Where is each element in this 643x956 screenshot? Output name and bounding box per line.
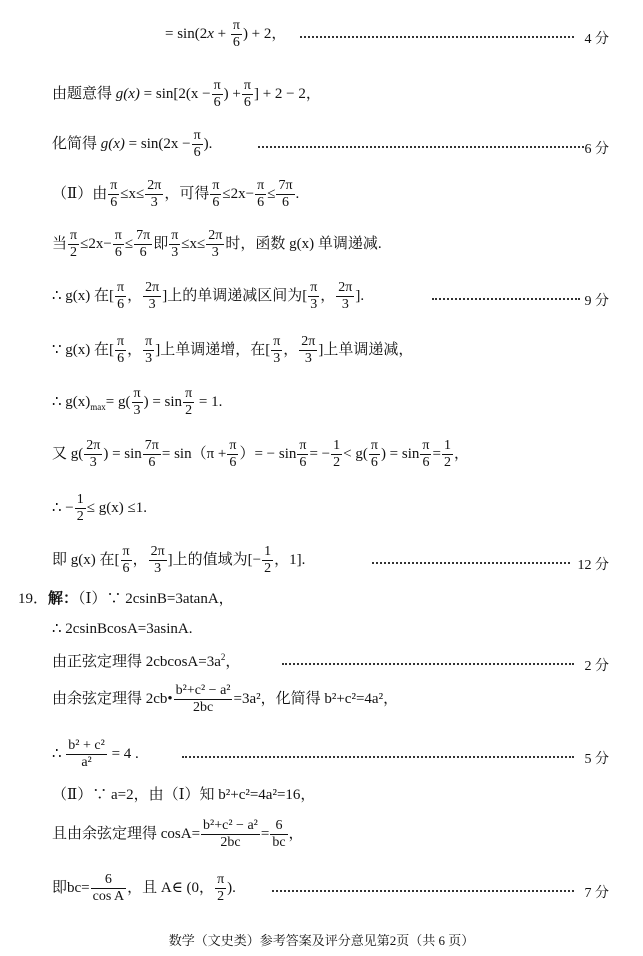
score-4: 4 分 (584, 32, 609, 47)
eq-line-9: 又 g( $\frac{2\pi}{3}$ ) = sin $\frac{7\pi}{6}$ = sin（π + $\frac{\pi}{6}$ ）= − sin $\frac{\pi}{6}$ = − $\frac{1}{2}$ < g( $\frac{\pi}{6}$ ) = sin $\frac{\pi}{6}$ = $\frac{1}{2}$ ， (52, 438, 469, 470)
eq-line-4: （Ⅱ）由 $\frac{\pi}{6}$ ≤x≤ $\frac{2\pi}{3}$ ，可得 $\frac{\pi}{6}$ ≤2x− $\frac{\pi}{6}$ ≤ $\frac{7\pi}{6}$ . (52, 178, 300, 210)
eq-line-13: ∴ 2csinBcosA=3asinA. (52, 621, 193, 637)
score-12: 12 分 (577, 558, 609, 573)
fraction: $\frac{\pi}{6}$ (232, 18, 240, 50)
eq-line-2: 由题意得 g(x) = sin[2(x − $\frac{\pi}{6}$ ) + $\frac{\pi}{6}$ ] + 2 − 2， (52, 78, 321, 110)
eq-line-14: 由正弦定理得 $2cbcosA=3a^2$， (52, 652, 241, 670)
eq-line-5: 当 $\frac{\pi}{2}$ ≤2x− $\frac{\pi}{6}$ ≤ $\frac{7\pi}{6}$ 即 $\frac{\pi}{3}$ ≤x≤ $\frac{2\pi}{3}$ 时，函数 g(x) 单调递减. (52, 228, 382, 260)
score-leader (258, 146, 584, 148)
score-5: 5 分 (584, 752, 609, 767)
eq-line-17: （Ⅱ）∵ a=2，由（Ⅰ）知 b²+c²=4a²=16， (52, 787, 316, 803)
eq-line-18: 且由余弦定理得 cosA= $\frac{\text{b²+c² − a²}}{2bc}$ = $\frac{6}{bc}$ ， (52, 818, 304, 850)
eq-line-1: = sin(2x + $\frac{\pi}{6}$ ) + 2， (165, 18, 287, 50)
eq-line-3: 化简得 g(x) = sin(2x − $\frac{\pi}{6}$ ). (52, 128, 213, 160)
score-2: 2 分 (584, 659, 609, 674)
score-leader (182, 756, 574, 758)
eq-line-10: ∴ − $\frac{1}{2}$ ≤ g(x) ≤1. (52, 492, 147, 524)
score-9: 9 分 (584, 294, 609, 309)
eq-line-6: ∴ g(x) 在[ $\frac{\pi}{6}$ ， $\frac{2\pi}{3}$ ]上的单调递减区间为[ $\frac{\pi}{3}$ ， $\frac{2\pi}{3}$ ]. (52, 280, 365, 312)
score-6: 6 分 (584, 142, 609, 157)
score-leader (372, 562, 570, 564)
page-footer: 数学（文史类）参考答案及评分意见第2页（共 6 页） (168, 933, 475, 948)
eq-line-11: 即 g(x) 在[ $\frac{\pi}{6}$ ， $\frac{2\pi}{3}$ ]上的值域为[− $\frac{1}{2}$ ，1]. (52, 544, 306, 576)
score-leader (272, 890, 574, 892)
eq-line-7: ∵ g(x) 在[ $\frac{\pi}{6}$ ， $\frac{\pi}{3}$ ]上单调递增，在[ $\frac{\pi}{3}$ ， $\frac{2\pi}{3}$ ]上单调递减， (52, 334, 414, 366)
eq-line-19: 即bc= $\frac{6}{\text{cos A}}$ ，且 A∈ (0， $\frac{\pi}{2}$ ). (52, 872, 236, 904)
score-leader (432, 298, 580, 300)
question-19: 19．解：（Ⅰ）∵ 2csinB=3atanA， (18, 591, 234, 607)
score-leader (300, 36, 574, 38)
eq-line-15: 由余弦定理得 2cb• $\frac{\text{b²+c² − a²}}{2bc}$ =3a²，化简得 b²+c²=4a²， (52, 683, 399, 715)
score-7: 7 分 (584, 886, 609, 901)
eq-line-16: ∴ $\frac{\text{b² + c²}}{\text{a²}}$ = 4 . (52, 738, 139, 770)
eq-line-8: ∴ $g(x)_{max}= g$( $\frac{\pi}{3}$ ) = sin $\frac{\pi}{2}$ = 1. (52, 386, 223, 418)
score-leader (282, 663, 574, 665)
